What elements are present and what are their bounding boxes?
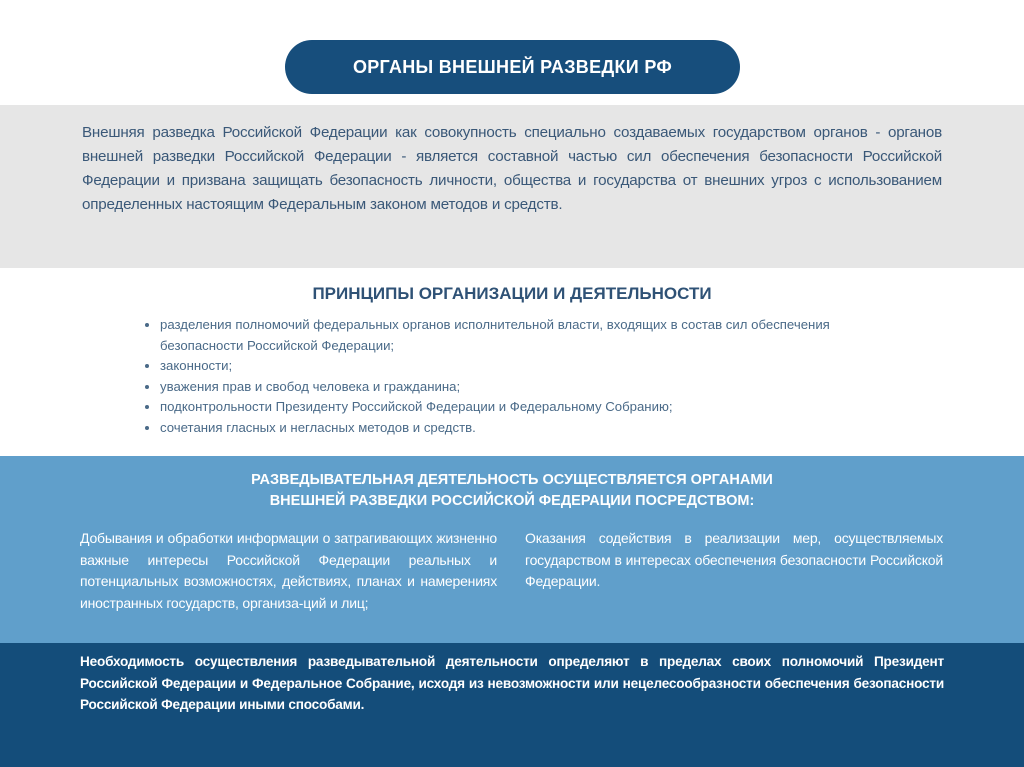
principles-heading: ПРИНЦИПЫ ОРГАНИЗАЦИИ И ДЕЯТЕЛЬНОСТИ — [312, 284, 712, 303]
list-item: • законности; — [160, 356, 900, 377]
principles-list — [140, 315, 900, 438]
list-item: • уважения прав и свобод человека и гражданина; — [160, 377, 900, 398]
list-item: • сочетания гласных и негласных методов и средств. — [160, 418, 900, 439]
activity-heading-line1: РАЗВЕДЫВАТЕЛЬНАЯ ДЕЯТЕЛЬНОСТЬ ОСУЩЕСТВЛЯЕТСЯ ОРГАНАМИ — [251, 472, 773, 488]
list-item: • подконтрольности Президенту Российской Федерации и Федеральному Собранию; — [160, 397, 900, 418]
activity-heading — [0, 470, 1024, 512]
footer-paragraph: Необходимость осуществления разведывательной деятельности определяют в пределах своих полномочий Президент Российской Федерации и Федеральное Собрание, исходя из невозможности или нецелесообразности обеспечения безопасности Российской Федерации иными способами. — [80, 654, 944, 712]
page-title-text: ОРГАНЫ ВНЕШНЕЙ РАЗВЕДКИ РФ — [352, 56, 673, 77]
footer-section — [0, 643, 1024, 767]
activity-heading-line2: ВНЕШНЕЙ РАЗВЕДКИ РОССИЙСКОЙ ФЕДЕРАЦИИ ПОСРЕДСТВОМ: — [269, 493, 755, 509]
principles-section — [0, 268, 1024, 456]
activity-right-text: Оказания содействия в реализации мер, осуществляемых государством в интересах обеспечения безопасности Российской Федерации. — [525, 530, 943, 589]
list-item: • разделения полномочий федеральных органов исполнительной власти, входящих в состав сил обеспечения безопасности Российской Федерации; — [160, 315, 900, 356]
intro-paragraph: Внешняя разведка Российской Федерации как совокупность специально создаваемых государством органов - органов внешней разведки Российской Федерации - является составной частью сил обеспечения безопасности Российской Федерации и призвана защищать безопасность личности, общества и государства от внешних угроз с использованием определенных настоящим Федеральным законом методов и средств. — [82, 124, 942, 213]
intro-section — [0, 105, 1024, 268]
activity-left-text: Добывания и обработки информации о затрагивающих жизненно важные интересы Российской Федерации реальных и потенциальных возможностях, действиях, планах и намерениях иностранных государств, организа-ций и лиц; — [80, 530, 497, 611]
page-title — [285, 40, 740, 94]
activity-section — [0, 456, 1024, 643]
